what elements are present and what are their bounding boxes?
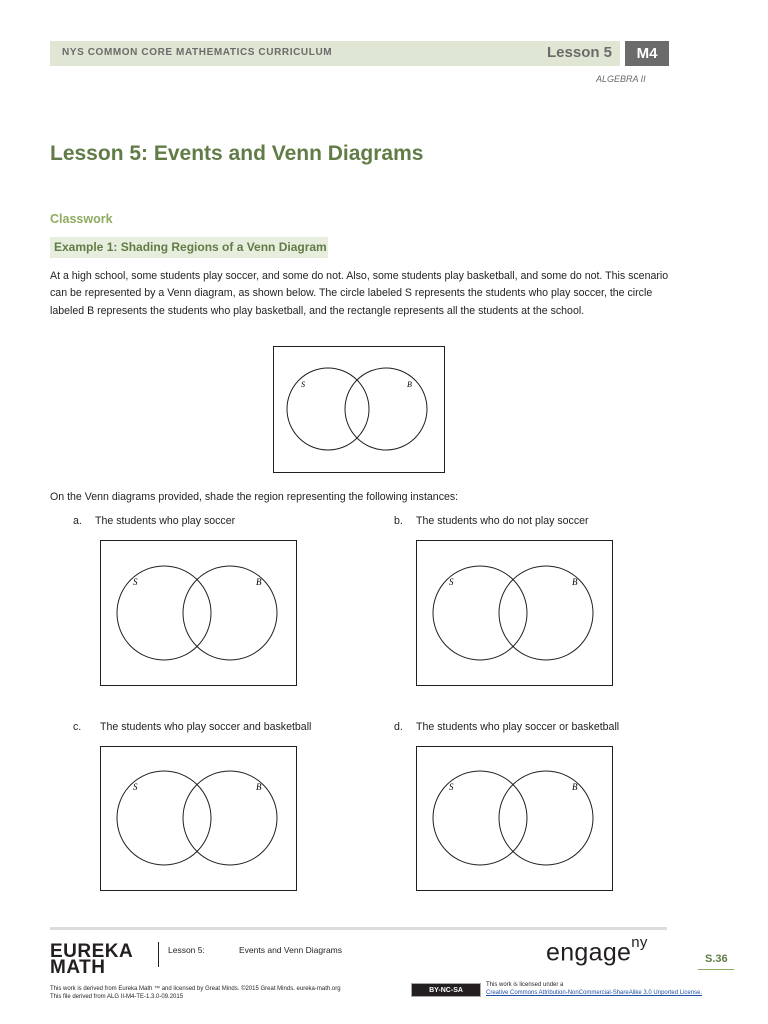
item-a [73, 515, 235, 527]
eureka-math-logo: EUREKA MATH [50, 941, 134, 978]
venn-circle-b [183, 771, 277, 865]
header-lesson: Lesson 5 [547, 44, 613, 61]
item-label: b. [394, 515, 403, 527]
venn-label-s: S [449, 782, 454, 792]
venn-diagram-main [273, 346, 445, 473]
item-text: The students who do not play soccer [416, 515, 589, 527]
item-label: d. [394, 721, 403, 733]
footer-divider [50, 927, 667, 930]
venn-diagram-c[interactable] [100, 746, 297, 891]
venn-label-s: S [301, 380, 305, 389]
example-heading: Example 1: Shading Regions of a Venn Diagram [54, 240, 327, 254]
item-text: The students who play soccer and basketball [100, 721, 312, 733]
venn-diagram-d[interactable] [416, 746, 613, 891]
item-label: a. [73, 515, 82, 527]
footer-lesson: Lesson 5: [168, 945, 205, 955]
intro-paragraph: At a high school, some students play soccer, and some do not. Also, some students play basketball, and some do not. This scenario can be represented by a Venn diagram, as shown below. The circle labeled S represents the students who play soccer, the circle labeled B represents the students who play basketball, and the rectangle represents all the students at the school. [50, 270, 669, 317]
cc-license-text: This work is licensed under a Creative Commons Attribution-NonCommercial-ShareAlike 3.0 Unported License. [486, 982, 703, 996]
footer-fine-print: This work is derived from Eureka Math ™ and licensed by Great Minds. ©2015 Great Minds. eureka-math.org This file derived from ALG II-M4-TE-1.3.0-09.2015 [50, 986, 341, 1000]
venn-label-b: B [256, 782, 262, 792]
page-number: S.36 [705, 953, 728, 965]
cc-license-link[interactable]: Creative Commons Attribution-NonCommercial-ShareAlike 3.0 Unported License. [486, 990, 703, 996]
venn-diagram-b[interactable] [416, 540, 613, 686]
venn-circle-b [183, 566, 277, 660]
engageny-logo: engage$^{ny}$ [546, 934, 648, 967]
venn-circle-b [345, 368, 427, 450]
instructions: On the Venn diagrams provided, shade the region representing the following instances: [50, 491, 459, 503]
subject-label: ALGEBRA II [596, 74, 646, 84]
item-text: The students who play soccer or basketball [416, 721, 620, 733]
venn-circle-b [499, 771, 593, 865]
venn-label-s: S [133, 782, 138, 792]
venn-label-b: B [572, 577, 578, 587]
curriculum-name: NYS COMMON CORE MATHEMATICS CURRICULUM [62, 47, 333, 58]
venn-circle-b [499, 566, 593, 660]
section-heading: Classwork [50, 212, 113, 226]
venn-label-b: B [256, 577, 262, 587]
footer-separator [158, 942, 159, 967]
item-label: c. [73, 721, 82, 733]
page-number-underline [698, 969, 734, 970]
module-badge: M4 [625, 41, 669, 66]
venn-label-b: B [407, 380, 412, 389]
item-b [394, 515, 589, 527]
cc-license-badge: BY-NC-SA [411, 983, 481, 997]
page-title: Lesson 5: Events and Venn Diagrams [50, 142, 424, 165]
footer-lesson-name: Events and Venn Diagrams [239, 945, 343, 955]
item-d [394, 721, 619, 733]
item-c [73, 721, 311, 733]
venn-diagram-a[interactable] [100, 540, 297, 686]
venn-label-s: S [133, 577, 138, 587]
venn-label-b: B [572, 782, 578, 792]
item-text: The students who play soccer [95, 515, 236, 527]
venn-label-s: S [449, 577, 454, 587]
